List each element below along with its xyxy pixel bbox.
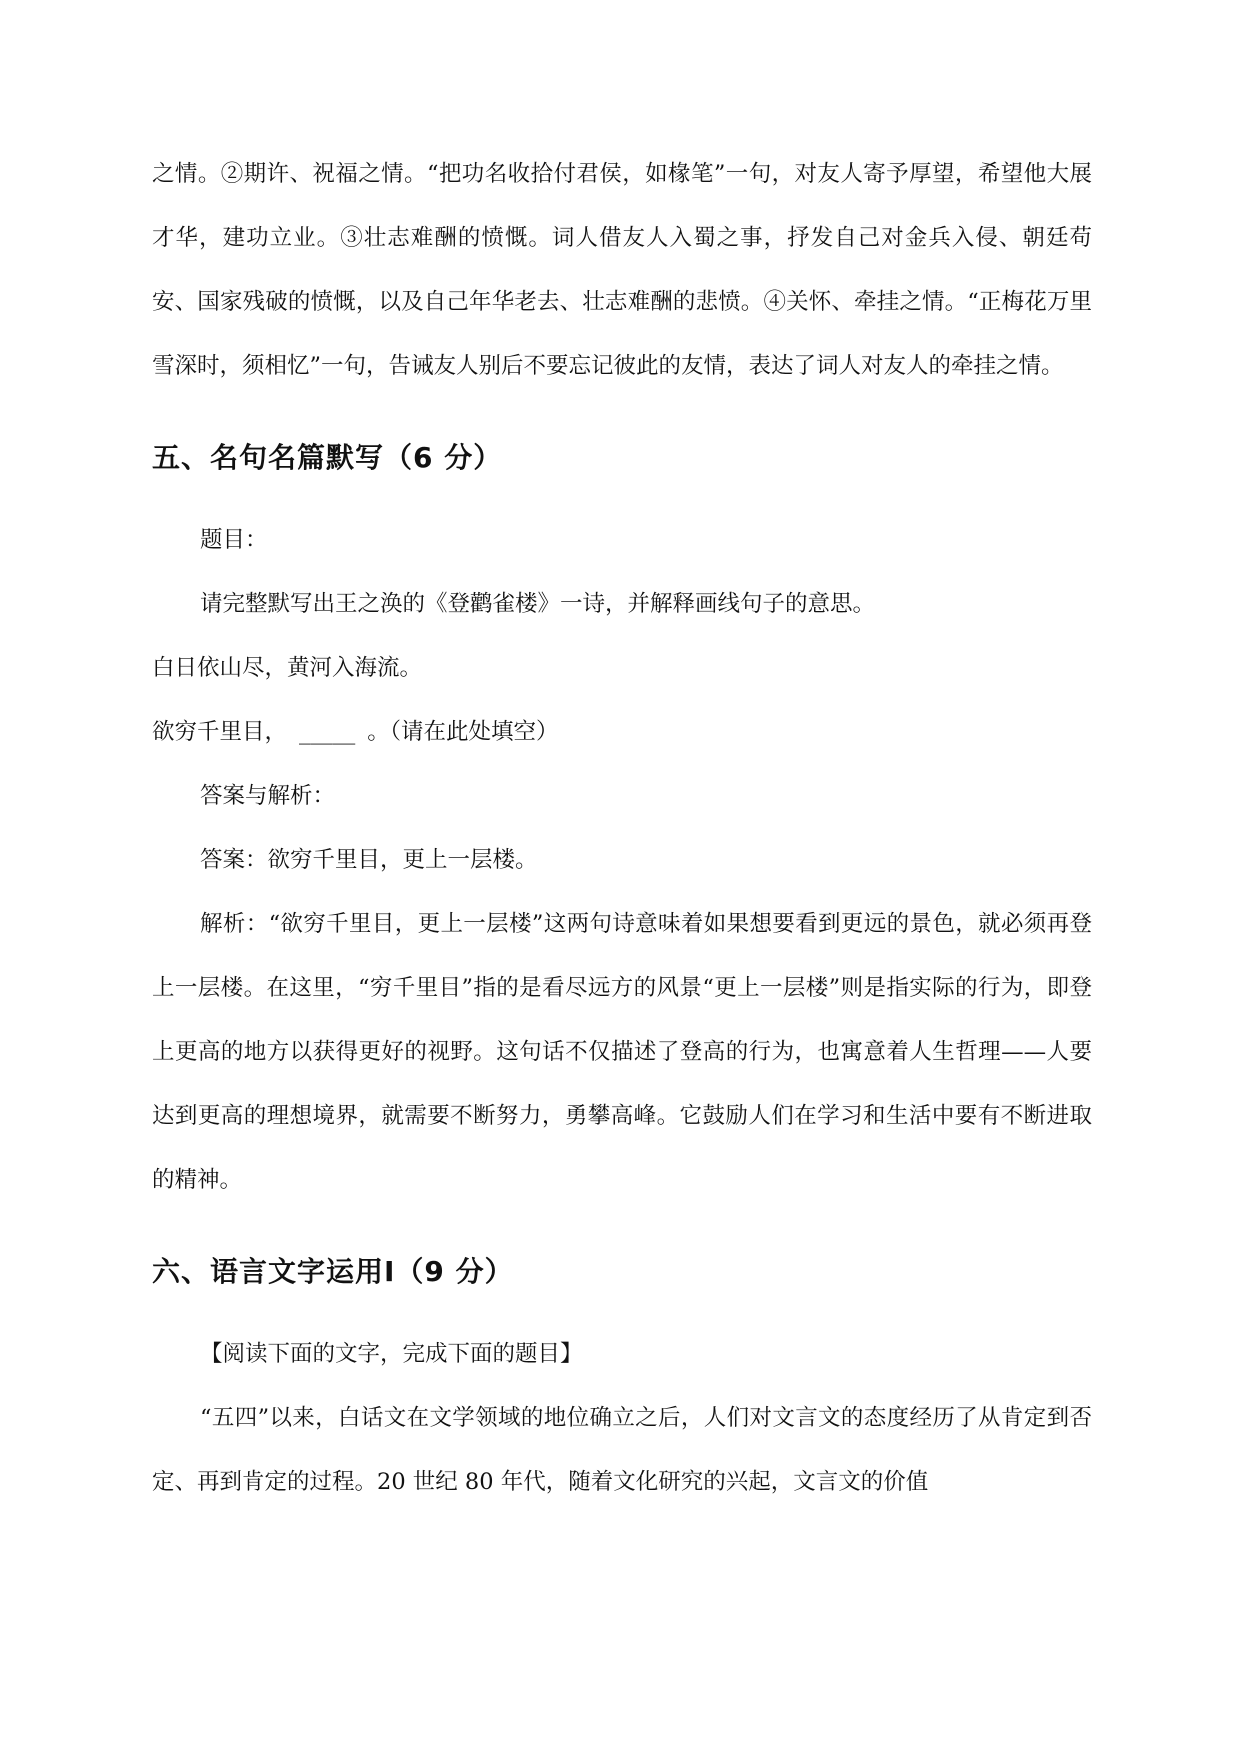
- poem-line-2: [152, 700, 1092, 764]
- continued-answer-paragraph: 之情。②期许、祝福之情。“把功名收拾付君侯，如椽笔”一句，对友人寄予厚望，希望他大展才华，建功立业。③壮志难酬的愤慨。词人借友人入蜀之事，抒发自己对金兵入侵、朝廷苟安、国家残破的愤慨，以及自己年华老去、壮志难酬的悲愤。④关怀、牵挂之情。“正梅花万里雪深时，须相忆”一句，告诫友人别后不要忘记彼此的友情，表达了词人对友人的牵挂之情。: [152, 161, 1092, 379]
- document-page: [152, 142, 1092, 1514]
- answer-text: 答案：欲穷千里目，更上一层楼。: [200, 847, 538, 873]
- question-text: 请完整默写出王之涣的《登鹳雀楼》一诗，并解释画线句子的意思。: [200, 591, 876, 617]
- reading-passage-paragraph: “五四”以来，白话文在文学领域的地位确立之后，人们对文言文的态度经历了从肯定到否定、再到肯定的过程。20 世纪 80 年代，随着文化研究的兴起，文言文的价值: [152, 1405, 1092, 1495]
- answer-section-label: 答案与解析：: [200, 783, 336, 809]
- poem-line-1: 白日依山尽，黄河入海流。: [152, 655, 423, 681]
- fill-in-blank: _____: [299, 719, 356, 745]
- analysis-paragraph: 解析：“欲穷千里目，更上一层楼”这两句诗意味着如果想要看到更远的景色，就必须再登上一层楼。在这里，“穷千里目”指的是看尽远方的风景“更上一层楼”则是指实际的行为，即登上更高的地方以获得更好的视野。这句话不仅描述了登高的行为，也寓意着人生哲理——人要达到更高的理想境界，就需要不断努力，勇攀高峰。它鼓励人们在学习和生活中要有不断进取的精神。: [152, 911, 1092, 1193]
- question-label: 题目：: [200, 527, 268, 553]
- section-five-heading: 五、名句名篇默写（6 分）: [152, 441, 503, 474]
- section-six-heading: 六、语言文字运用Ⅰ（9 分）: [152, 1255, 514, 1288]
- reading-instruction: 【阅读下面的文字，完成下面的题目】: [200, 1341, 583, 1367]
- poem-line-2-suffix: 。（请在此处填空）: [367, 719, 559, 745]
- poem-line-2-prefix: 欲穷千里目，: [152, 719, 288, 745]
